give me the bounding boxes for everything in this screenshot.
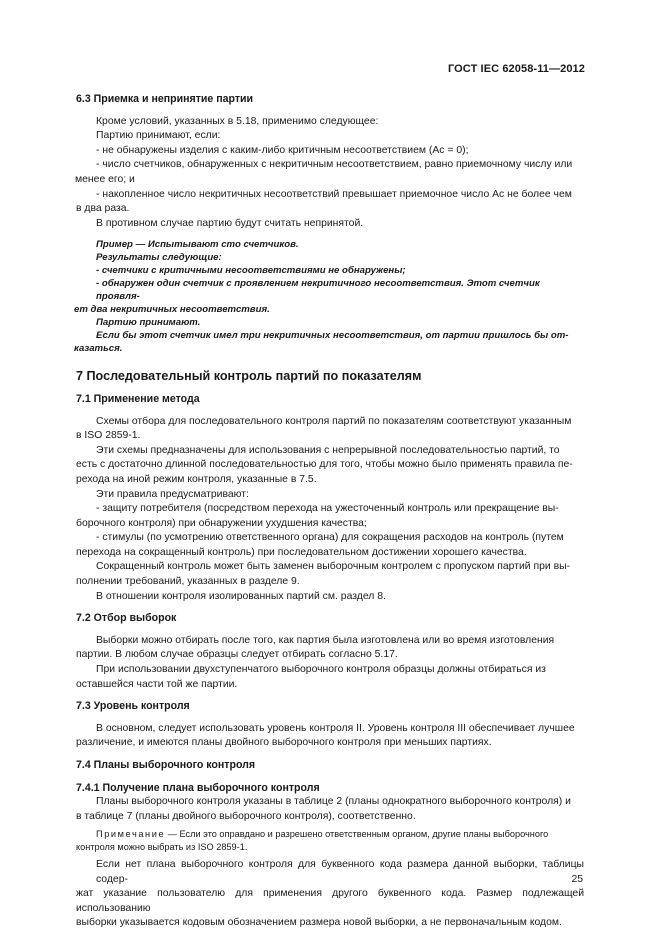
text-line: Эти схемы предназначены для использования с непрерывной последовательностью партий, то: [96, 444, 560, 456]
paragraph: [76, 217, 584, 232]
text-line: Сокращенный контроль может быть заменен выборочным контролем с пропуском партий при вы-: [96, 561, 571, 573]
example-line: Пример — Испытывают сто счетчиков.: [96, 239, 299, 251]
text-line: - стимулы (по усмотрению ответственного органа) для сокращения расходов на контроль (путем: [96, 532, 564, 544]
text-line: В противном случае партию будут считать непринятой.: [96, 217, 364, 229]
example-line: - обнаружен один счетчик с проявлением некритичного несоответствия. Этот счетчик проявля-: [96, 278, 540, 303]
text-line: борочного контроля) при обнаружении ухудшения качества;: [76, 517, 367, 529]
page-content: [76, 92, 584, 931]
text-line: менее его; и: [75, 173, 135, 185]
paragraph: [76, 590, 584, 605]
text-line: В отношении контроля изолированных партий см. раздел 8.: [96, 590, 386, 602]
paragraph: [76, 634, 584, 663]
example-line: Партию принимают.: [96, 317, 201, 329]
note-label: Примечание: [96, 829, 166, 840]
section-6-3-heading: 6.3 Приемка и непринятие партии: [76, 93, 254, 105]
list-item: [76, 502, 584, 531]
text-line: Эти правила предусматривают:: [96, 488, 249, 500]
text-line: различение, и имеются планы двойного выборочного контроля при меньших партиях.: [76, 737, 492, 749]
paragraph: [76, 663, 584, 692]
text-line: оставшейся части той же партии.: [76, 678, 238, 690]
section-7-3-heading: 7.3 Уровень контроля: [76, 700, 190, 713]
section-7-4-1-heading: 7.4.1 Получение плана выборочного контроля: [76, 781, 320, 794]
text-line: — Если это оправдано и разрешено ответственным органом, другие планы выборочного: [165, 829, 549, 840]
text-line: Схемы отбора для последовательного контроля партий по показателям соответствуют указанным: [96, 415, 572, 427]
paragraph: [76, 415, 584, 444]
text-line: есть с достаточно длинной последовательностью для того, чтобы можно было применять правила пе-: [76, 459, 573, 471]
paragraph: [76, 722, 584, 751]
paragraph: [76, 560, 584, 589]
section-7-1-heading: 7.1 Применение метода: [76, 392, 200, 405]
text-line: Партию принимают, если:: [96, 130, 221, 142]
text-line: выборки указывается кодовым обозначением размера новой выборки, а не первоначальным кодом.: [76, 917, 562, 929]
example-line: Результаты следующие:: [96, 252, 222, 264]
section-7-2-heading: 7.2 Отбор выборок: [76, 612, 177, 625]
text-line: - защиту потребителя (посредством перехода на ужесточенный контроль или прекращение вы-: [96, 503, 559, 515]
example-line: - счетчики с критичными несоответствиями не обнаружены;: [96, 265, 406, 277]
example-block: [76, 238, 584, 355]
paragraph: [76, 129, 584, 144]
text-line: в ISO 2859-1.: [76, 430, 141, 442]
document-code: ГОСТ IEC 62058-11—2012: [447, 63, 585, 75]
text-line: в таблице 7 (планы двойного выборочного контроля), соответственно.: [76, 810, 416, 822]
text-line: в два раза.: [76, 203, 130, 215]
paragraph: [76, 115, 584, 130]
text-line: В основном, следует использовать уровень контроля II. Уровень контроля III обеспечивает лучшее: [96, 722, 575, 734]
text-line: контроля можно выбрать из ISO 2859-1.: [76, 842, 248, 853]
text-line: Планы выборочного контроля указаны в таблице 2 (планы однократного выборочного контроля) и: [96, 796, 571, 808]
text-line: - накопленное число некритичных несоответствий превышает приемочное число Ac не более чем: [96, 188, 572, 200]
paragraph: [76, 858, 584, 931]
text-line: перехода на сокращенный контроль) при последовательном достижении хорошего качества.: [76, 546, 527, 558]
text-line: Если нет плана выборочного контроля для буквенного кода размера данной выборки, таблицы содер-: [96, 858, 584, 885]
text-line: рехода на иной режим контроля, указанные в 7.5.: [76, 473, 317, 485]
text-line: Кроме условий, указанных в 5.18, применимо следующее:: [96, 115, 379, 127]
example-line: казаться.: [74, 343, 123, 355]
paragraph: [76, 795, 584, 824]
example-line: Если бы этот счетчик имел три некритичных несоответствия, от партии пришлось бы от-: [96, 330, 569, 342]
text-line: - число счетчиков, обнаруженных с некритичным несоответствием, равно приемочному числу или: [96, 159, 573, 171]
example-line: ет два некритичных несоответствия.: [74, 304, 270, 316]
list-item: [76, 188, 584, 217]
text-line: - не обнаружены изделия с каким-либо критичным несоответствием (Ac = 0);: [96, 144, 469, 156]
paragraph: [76, 488, 584, 503]
paragraph: [76, 444, 584, 488]
text-line: жат указание пользователю для применения другого буквенного кода. Размер подлежащей использованию: [76, 888, 584, 914]
section-7-4-heading: 7.4 Планы выборочного контроля: [76, 759, 256, 771]
list-item: [76, 144, 584, 159]
text-line: партии. В любом случае образцы следует отбирать согласно 5.17.: [76, 649, 398, 661]
note-block: [76, 828, 584, 854]
list-item: [76, 158, 584, 187]
text-line: полнении требований, указанных в разделе 9.: [76, 576, 300, 588]
list-item: [76, 531, 584, 560]
page-number: 25: [571, 874, 583, 885]
text-line: При использовании двухступенчатого выборочного контроля образцы должны отбираться из: [96, 664, 546, 676]
text-line: Выборки можно отбирать после того, как партия была изготовлена или во время изготовления: [96, 634, 555, 646]
section-7-heading: 7 Последовательный контроль партий по показателям: [76, 369, 422, 384]
